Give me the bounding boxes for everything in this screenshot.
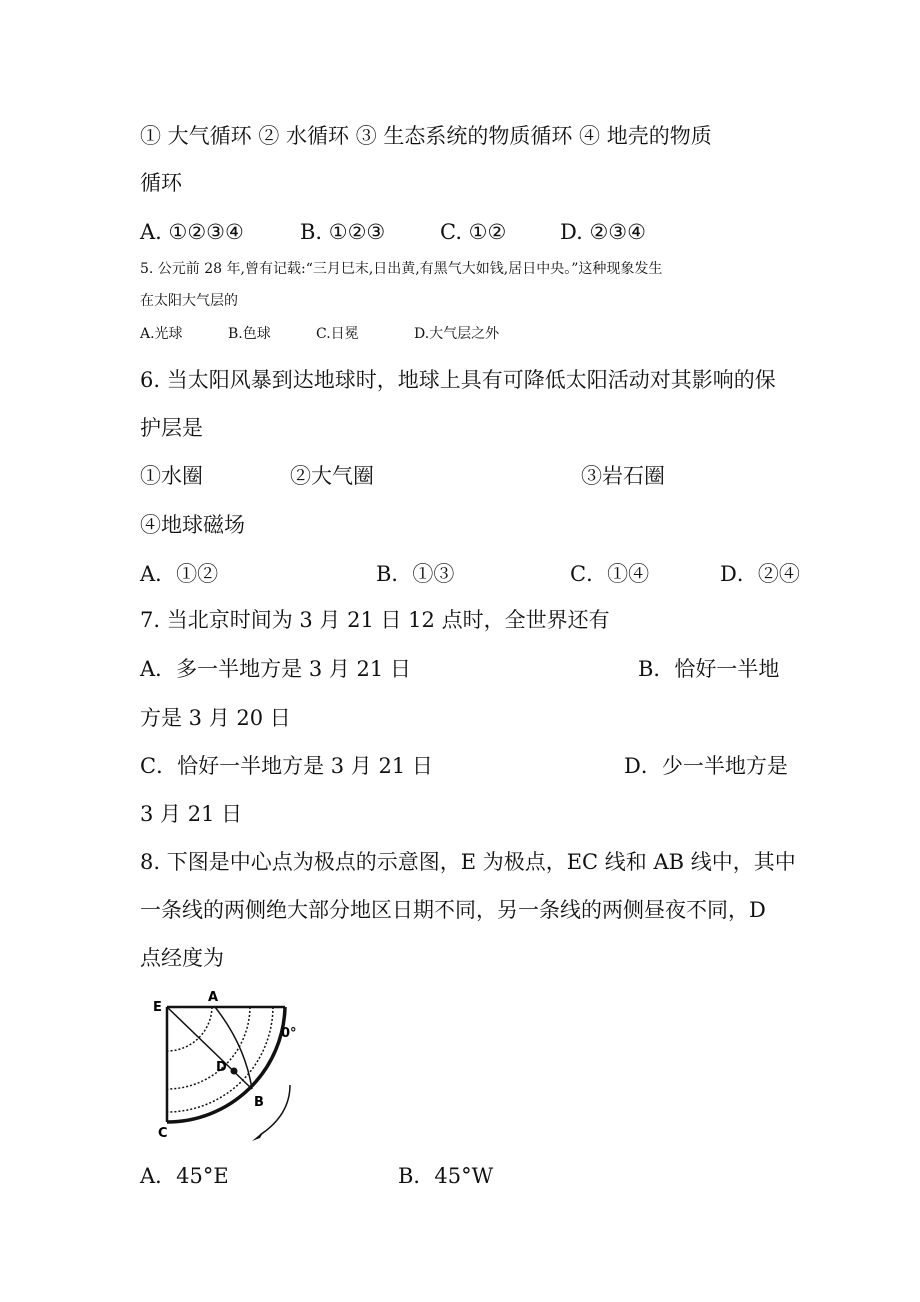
diagram-label-e: E (153, 1000, 162, 1015)
q6-item-1: ①水圈 (140, 464, 203, 488)
q6-item-4: ④地球磁场 (140, 513, 245, 537)
q4-items-line2: 循环 (140, 171, 182, 195)
q7-stem: 7. 当北京时间为 3 月 21 日 12 点时，全世界还有 (140, 608, 610, 632)
q8-stem-line2: 一条线的两侧绝大部分地区日期不同，另一条线的两侧昼夜不同，D (140, 898, 766, 922)
q8-stem-line3: 点经度为 (140, 946, 224, 970)
q4-option-b: B. ①②③ (300, 220, 386, 244)
q4-items-line1: ① 大气循环 ② 水循环 ③ 生态系统的物质循环 ④ 地壳的物质 (140, 124, 712, 148)
q4-option-d: D. ②③④ (560, 220, 646, 244)
diagram-label-a: A (208, 990, 219, 1005)
q6-stem-line1: 6. 当太阳风暴到达地球时，地球上具有可降低太阳活动对其影响的保 (140, 368, 776, 392)
diagram-label-d: D (216, 1060, 227, 1075)
q7-option-b-part2: 方是 3 月 20 日 (140, 706, 291, 730)
q4-option-c: C. ①② (440, 220, 507, 244)
q6-option-c: C．①④ (570, 562, 650, 586)
q5-option-b: B.色球 (228, 326, 271, 342)
q8-option-b: B．45°W (398, 1164, 494, 1188)
diagram-label-zero: 0° (281, 1026, 297, 1041)
q4-option-a: A. ①②③④ (140, 220, 244, 244)
q5-stem-line1: 5. 公元前 28 年,曾有记载:“三月巳末,日出黄,有黑气大如钱,居日中央。”这种现象发生 (140, 261, 663, 277)
q5-option-c: C.日冕 (316, 326, 359, 342)
polar-diagram (150, 985, 320, 1145)
q6-option-b: B．①③ (376, 562, 455, 586)
q7-option-d-part1: D．少一半地方是 (624, 754, 788, 778)
diagram-label-c: C (158, 1126, 168, 1141)
q7-option-a: A．多一半地方是 3 月 21 日 (140, 657, 411, 681)
diagram-rotation-arrow (260, 1085, 290, 1135)
q6-option-a: A．①② (140, 562, 219, 586)
q6-stem-line2: 护层是 (140, 416, 203, 440)
q7-option-d-part2: 3 月 21 日 (140, 802, 243, 826)
diagram-arrow-head (252, 1131, 264, 1141)
q7-option-b-part1: B．恰好一半地 (638, 657, 780, 681)
diagram-label-b: B (254, 1095, 264, 1110)
q5-stem-line2: 在太阳大气层的 (140, 293, 238, 309)
q8-option-a: A．45°E (140, 1164, 229, 1188)
q5-option-a: A.光球 (140, 326, 183, 342)
q6-item-2: ②大气圈 (290, 464, 374, 488)
q6-item-3: ③岩石圈 (581, 464, 665, 488)
q8-stem-line1: 8. 下图是中心点为极点的示意图，E 为极点，EC 线和 AB 线中，其中 (140, 850, 796, 874)
q5-option-d: D.大气层之外 (414, 326, 500, 342)
q6-option-d: D．②④ (720, 562, 800, 586)
diagram-point-d (231, 1068, 238, 1075)
q7-option-c: C．恰好一半地方是 3 月 21 日 (140, 754, 433, 778)
